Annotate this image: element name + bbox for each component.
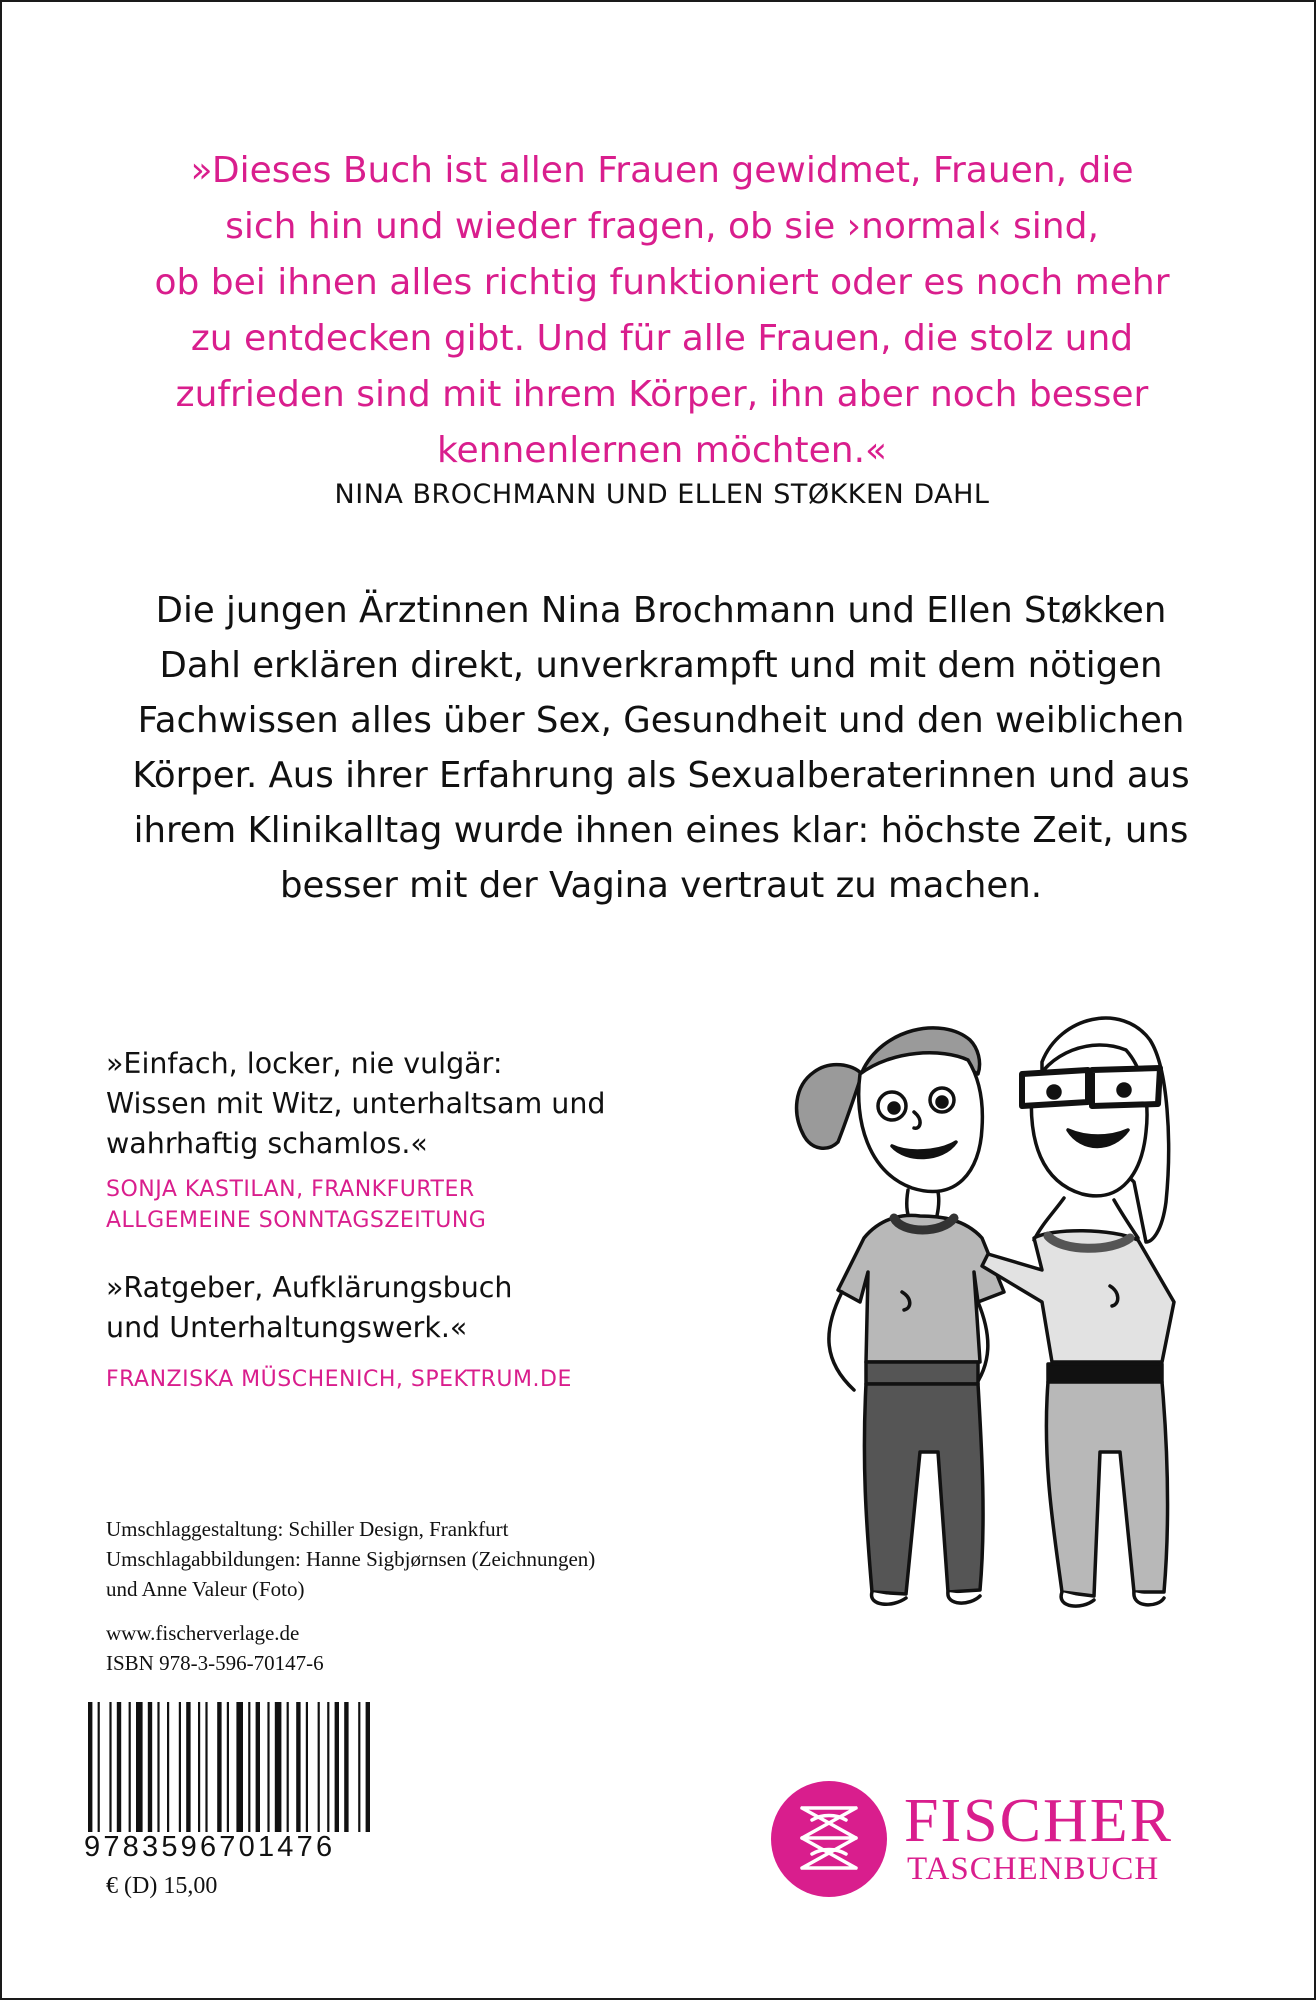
fischer-logo-icon bbox=[770, 1780, 888, 1898]
barcode-bar bbox=[167, 1702, 169, 1832]
barcode-bar bbox=[318, 1702, 320, 1832]
dedication-quote bbox=[142, 143, 1182, 479]
barcode-bar bbox=[256, 1702, 260, 1832]
review-line: »Einfach, locker, nie vulgär: bbox=[106, 1047, 503, 1080]
barcode-bar bbox=[186, 1702, 190, 1832]
review-line: wahrhaftig schamlos.« bbox=[106, 1127, 428, 1160]
barcode-bar bbox=[109, 1702, 111, 1832]
barcode-bar bbox=[296, 1702, 300, 1832]
barcode-bar bbox=[236, 1702, 243, 1832]
review-source-line: FRANZISKA MÜSCHENICH, SPEKTRUM.DE bbox=[106, 1367, 572, 1392]
blurb-line: Körper. Aus ihrer Erfahrung als Sexualberaterinnen und aus bbox=[132, 755, 1190, 796]
barcode-bar bbox=[217, 1702, 221, 1832]
book-blurb bbox=[102, 583, 1220, 913]
credit-line: und Anne Valeur (Foto) bbox=[106, 1577, 305, 1601]
review-source-2 bbox=[106, 1364, 726, 1395]
blurb-line: Fachwissen alles über Sex, Gesundheit und den weiblichen bbox=[137, 700, 1185, 741]
barcode-bar bbox=[117, 1702, 121, 1832]
barcode-bar bbox=[205, 1702, 207, 1832]
blurb-line: Die jungen Ärztinnen Nina Brochmann und Ellen Støkken bbox=[155, 590, 1167, 631]
barcode-bar bbox=[98, 1702, 100, 1832]
barcode-bar bbox=[306, 1702, 308, 1832]
barcode-bar bbox=[358, 1702, 360, 1832]
barcode-bar bbox=[157, 1702, 159, 1832]
quote-line: kennenlernen möchten.« bbox=[436, 430, 888, 471]
publisher-imprint: TASCHENBUCH bbox=[907, 1851, 1160, 1887]
blurb-line: Dahl erklären direkt, unverkrampft und mit dem nötigen bbox=[159, 645, 1163, 686]
price-label: € (D) 15,00 bbox=[106, 1873, 218, 1899]
isbn-text: ISBN 978-3-596-70147-6 bbox=[106, 1651, 324, 1675]
review-quote-1 bbox=[106, 1044, 726, 1164]
review-source-1 bbox=[106, 1174, 726, 1236]
publisher-info bbox=[106, 1618, 506, 1678]
barcode-bar bbox=[335, 1702, 339, 1832]
barcode-bar bbox=[136, 1702, 143, 1832]
quote-line: sich hin und wieder fragen, ob sie ›normal‹ sind, bbox=[225, 206, 1099, 247]
quote-line: »Dieses Buch ist allen Frauen gewidmet, Frauen, die bbox=[190, 150, 1134, 191]
quote-author: NINA BROCHMANN UND ELLEN STØKKEN DAHL bbox=[334, 479, 990, 510]
review-line: »Ratgeber, Aufklärungsbuch bbox=[106, 1271, 513, 1304]
review-line: und Unterhaltungswerk.« bbox=[106, 1311, 468, 1344]
review-source-line: ALLGEMEINE SONNTAGSZEITUNG bbox=[106, 1208, 487, 1233]
barcode-digits: 9783596701476 bbox=[84, 1832, 384, 1862]
cover-credits bbox=[106, 1514, 706, 1604]
review-source-line: SONJA KASTILAN, FRANKFURTER bbox=[106, 1177, 475, 1202]
barcode-bar bbox=[267, 1702, 269, 1832]
quote-line: zu entdecken gibt. Und für alle Frauen, die stolz und bbox=[190, 318, 1134, 359]
review-quote-2 bbox=[106, 1268, 726, 1348]
blurb-line: besser mit der Vagina vertraut zu machen. bbox=[279, 865, 1043, 906]
barcode-bar bbox=[148, 1702, 152, 1832]
barcode-bar bbox=[227, 1702, 229, 1832]
two-women-illustration bbox=[742, 1002, 1222, 1612]
barcode-bar bbox=[344, 1702, 348, 1832]
barcode-bar bbox=[366, 1702, 370, 1832]
publisher-name: FISCHER bbox=[904, 1787, 1173, 1855]
barcode-bar bbox=[287, 1702, 289, 1832]
website-link[interactable]: www.fischerverlage.de bbox=[106, 1621, 300, 1645]
barcode-bar bbox=[129, 1702, 131, 1832]
credit-line: Umschlagabbildungen: Hanne Sigbjørnsen (Zeichnungen) bbox=[106, 1547, 596, 1571]
barcode-bar bbox=[275, 1702, 282, 1832]
quote-line: ob bei ihnen alles richtig funktioniert oder es noch mehr bbox=[154, 262, 1170, 303]
quote-line: zufrieden sind mit ihrem Körper, ihn aber noch besser bbox=[175, 374, 1149, 415]
barcode-bar bbox=[88, 1702, 92, 1832]
review-line: Wissen mit Witz, unterhaltsam und bbox=[106, 1087, 606, 1120]
barcode-bar bbox=[248, 1702, 250, 1832]
blurb-line: ihrem Klinikalltag wurde ihnen eines klar: höchste Zeit, uns bbox=[133, 810, 1189, 851]
barcode-bar bbox=[327, 1702, 329, 1832]
barcode-bar bbox=[179, 1702, 181, 1832]
barcode-bar bbox=[198, 1702, 200, 1832]
credit-line: Umschlaggestaltung: Schiller Design, Frankfurt bbox=[106, 1517, 509, 1541]
